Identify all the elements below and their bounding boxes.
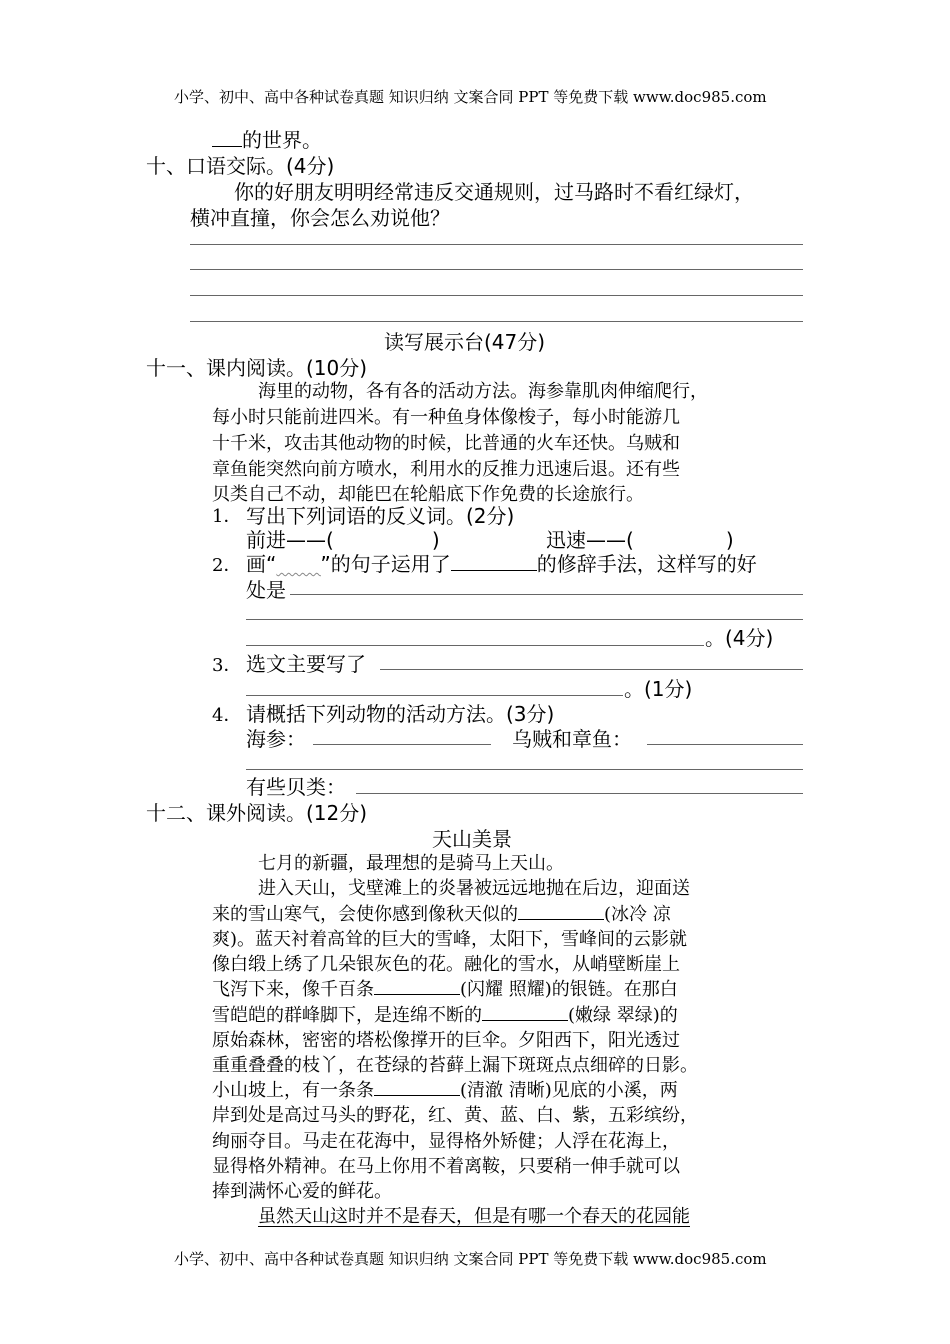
article-line-14: 捧到满怀心爱的鲜花。 [212, 1181, 392, 1202]
word-choice-blank-4[interactable] [374, 1077, 460, 1096]
article-line-4: 爽)。蓝天衬着高耸的巨大的雪峰，太阳下，雪峰间的云影就 [212, 929, 688, 950]
article-line-1: 七月的新疆，最理想的是骑马上天山。 [258, 853, 564, 874]
q11-passage-line-1: 海里的动物，各有各的活动方法。海参靠肌肉伸缩爬行， [258, 381, 708, 402]
q11-sub1-word2: 迅速——( ) [546, 528, 734, 552]
q11-sub3-number: 3． [212, 655, 242, 676]
q10-answer-line-3[interactable] [190, 295, 803, 296]
article-line-11: 岸到处是高过马头的野花，红、黄、蓝、白、紫，五彩缤纷， [212, 1105, 698, 1126]
rhetoric-blank[interactable] [451, 552, 537, 571]
q11-sub1-word1: 前进——( ) [246, 528, 440, 552]
article-line-2: 进入天山，戈壁滩上的炎暑被远远地抛在后边，迎面送 [258, 878, 690, 899]
q10-title: 十、口语交际。(4分) [146, 154, 335, 178]
q11-sub3-answer-line-1[interactable] [380, 669, 803, 670]
q11-sub3-answer-line-2[interactable] [246, 695, 623, 696]
q11-sub2-number: 2． [212, 555, 242, 576]
article-line-15-underlined: 虽然天山这时并不是春天，但是有哪一个春天的花园能 [258, 1206, 690, 1227]
sea-cucumber-answer-line[interactable] [313, 744, 491, 745]
page-footer: 小学、初中、高中各种试卷真题 知识归纳 文案合同 PPT 等免费下载 www.doc985.com [174, 1250, 767, 1268]
q10-prompt-line-2: 横冲直撞，你会怎么劝说他？ [190, 206, 450, 230]
q11-title: 十一、课内阅读。(10分) [146, 356, 368, 380]
article-line-8: 原始森林，密密的塔松像撑开的巨伞。夕阳西下，阳光透过 [212, 1030, 680, 1051]
q11-sub1-text: 写出下列词语的反义词。(2分) [246, 504, 515, 528]
q11-sub4-number: 4． [212, 705, 242, 726]
q12-title: 十二、课外阅读。(12分) [146, 801, 368, 825]
shellfish-answer-line[interactable] [356, 793, 803, 794]
article-line-6: 飞泻下来，像千百条 (闪耀 照耀)的银链。在那白 [212, 975, 678, 1001]
q11-sub4-label-shellfish: 有些贝类： [246, 775, 346, 799]
q11-sub4-label-squid-octopus: 乌贼和章鱼： [512, 727, 632, 751]
previous-answer-line: 的世界。 [212, 124, 322, 153]
q10-answer-line-2[interactable] [190, 269, 803, 270]
q10-answer-line-1[interactable] [190, 244, 803, 245]
section-title: 读写展示台(47分) [384, 330, 546, 354]
article-title: 天山美景 [432, 827, 512, 851]
word-choice-blank-2[interactable] [374, 976, 460, 995]
q10-prompt-line-1: 你的好朋友明明经常违反交通规则，过马路时不看红绿灯， [234, 180, 754, 204]
q11-sub1-number: 1． [212, 506, 242, 527]
q11-passage-line-3: 十千米，攻击其他动物的时候，比普通的火车还快。乌贼和 [212, 433, 680, 454]
q11-sub2-answer-line-3[interactable] [246, 645, 704, 646]
q11-passage-line-5: 贝类自己不动，却能巴在轮船底下作免费的长途旅行。 [212, 484, 644, 505]
wavy-line-marker [276, 552, 320, 576]
q11-sub3-score: 。(1分) [624, 677, 693, 701]
q11-sub2-answer-line-1[interactable] [290, 594, 803, 595]
word-choice-blank-3[interactable] [482, 1002, 568, 1021]
q10-answer-line-4[interactable] [190, 321, 803, 322]
squid-answer-line-1[interactable] [647, 744, 803, 745]
q11-passage-line-2: 每小时只能前进四米。有一种鱼身体像梭子，每小时能游几 [212, 407, 680, 428]
article-line-3: 来的雪山寒气，会使你感到像秋天似的 (冰冷 凉 [212, 900, 671, 926]
article-line-10: 小山坡上，有一条条 (清澈 清晰)见底的小溪，两 [212, 1076, 678, 1102]
article-line-13: 显得格外精神。在马上你用不着离鞍，只要稍一伸手就可以 [212, 1156, 680, 1177]
q11-sub3-text: 选文主要写了 [246, 652, 366, 676]
article-line-7: 雪皑皑的群峰脚下，是连绵不断的 (嫩绿 翠绿)的 [212, 1001, 678, 1027]
q11-passage-line-4: 章鱼能突然向前方喷水，利用水的反推力迅速后退。还有些 [212, 459, 680, 480]
article-line-12: 绚丽夺目。马走在花海中，显得格外矫健；人浮在花海上， [212, 1131, 680, 1152]
answer-blank[interactable] [212, 128, 242, 147]
article-line-9: 重重叠叠的枝丫，在苍绿的苔藓上漏下斑斑点点细碎的日影。 [212, 1055, 698, 1076]
page-header: 小学、初中、高中各种试卷真题 知识归纳 文案合同 PPT 等免费下载 www.doc985.com [174, 88, 767, 106]
q11-sub2-answer-line-2[interactable] [246, 619, 803, 620]
squid-answer-line-2[interactable] [246, 769, 803, 770]
q11-sub4-text: 请概括下列动物的活动方法。(3分) [246, 702, 555, 726]
q11-sub2-score: 。(4分) [705, 626, 774, 650]
word-choice-blank-1[interactable] [518, 901, 604, 920]
q11-sub4-label-sea-cucumber: 海参： [246, 727, 306, 751]
q11-sub2-text: 画“ ”的句子运用了 的修辞手法，这样写的好 [246, 552, 757, 576]
q11-sub2-text-cont: 处是 [246, 578, 286, 602]
article-line-5: 像白缎上绣了几朵银灰色的花。融化的雪水，从峭壁断崖上 [212, 954, 680, 975]
